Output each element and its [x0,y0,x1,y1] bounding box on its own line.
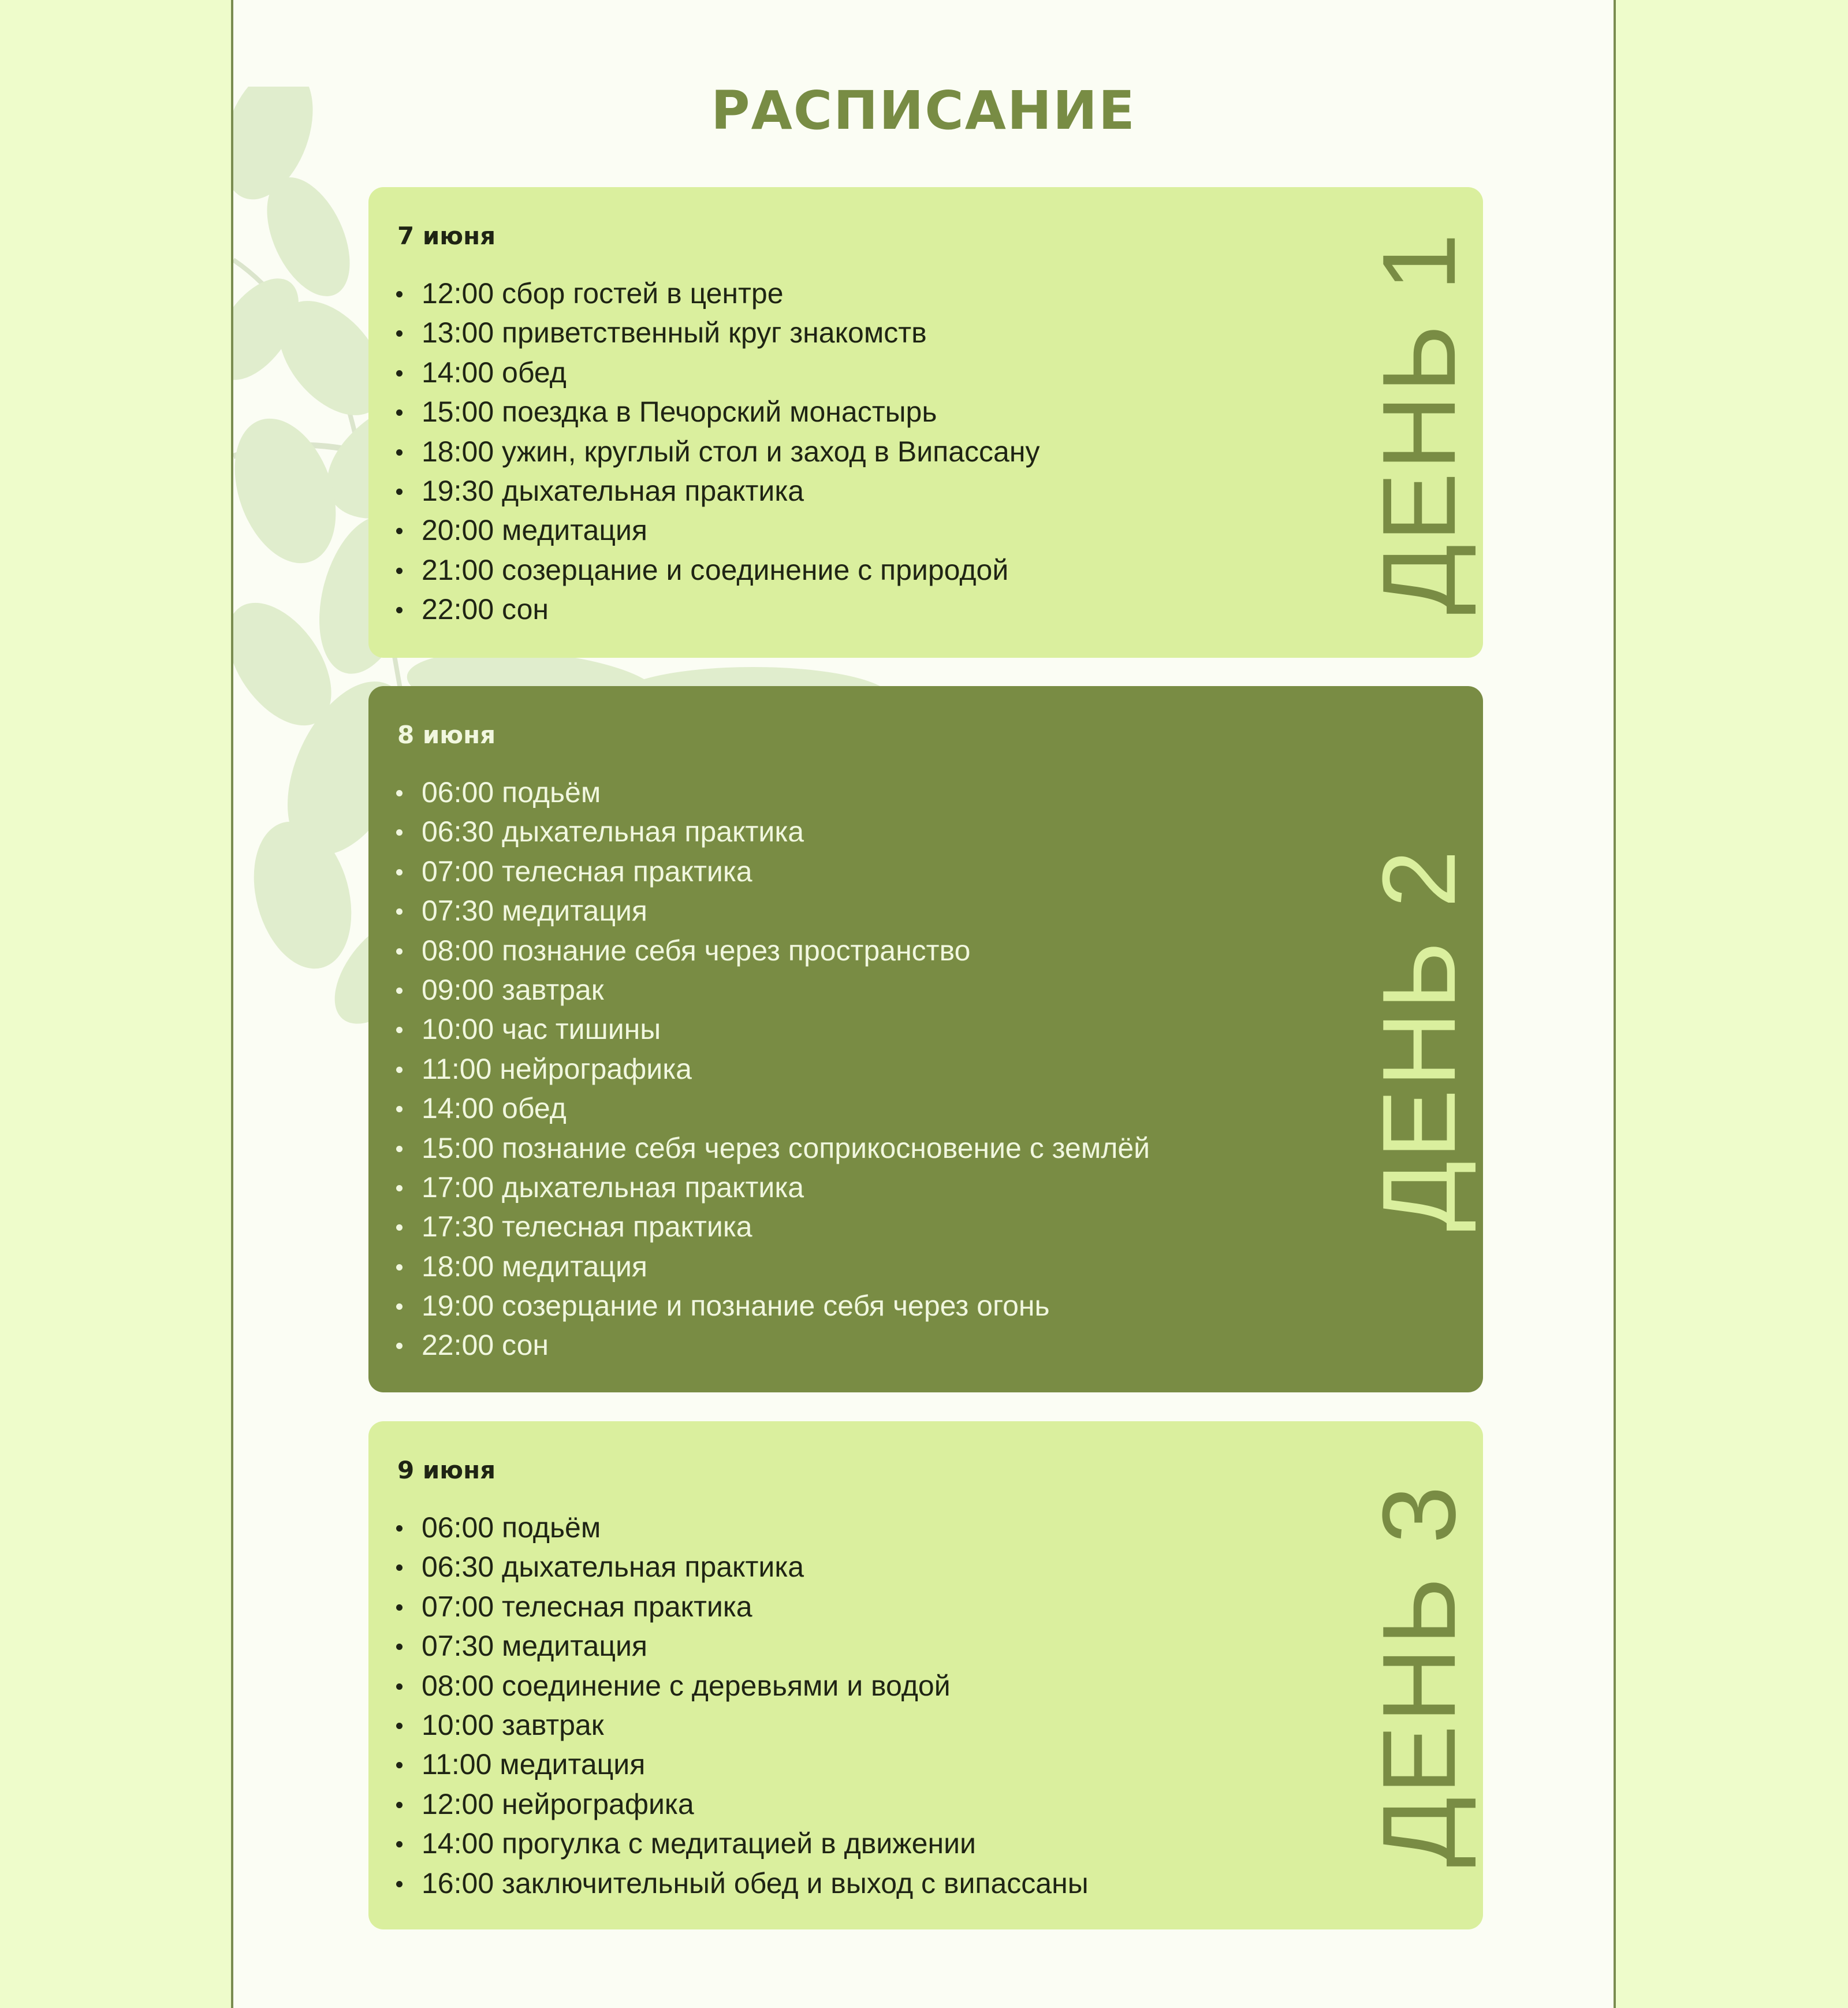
schedule-item: 22:00 сон [395,1325,1150,1365]
schedule-item: 19:00 созерцание и познание себя через огонь [395,1286,1150,1325]
schedule-item: 20:00 медитация [395,511,1040,550]
schedule-item: 10:00 завтрак [395,1705,1089,1745]
schedule-item: 15:00 познание себя через соприкосновение с землёй [395,1128,1150,1168]
schedule-item: 21:00 созерцание и соединение с природой [395,550,1040,590]
schedule-item: 17:30 телесная практика [395,1207,1150,1246]
day-3-label: ДЕНЬ 3 [1361,1483,1478,1868]
schedule-item: 16:00 заключительный обед и выход с випассаны [395,1864,1089,1903]
schedule-item: 19:30 дыхательная практика [395,471,1040,511]
day-3-schedule-list [395,1508,1089,1903]
schedule-item: 06:00 подьём [395,773,1150,812]
schedule-page [231,0,1616,2008]
schedule-item: 14:00 прогулка с медитацией в движении [395,1824,1089,1863]
schedule-item: 13:00 приветственный круг знакомств [395,313,1040,352]
schedule-item: 12:00 сбор гостей в центре [395,274,1040,313]
day-3-date: 9 июня [397,1456,496,1484]
schedule-item: 10:00 час тишины [395,1009,1150,1049]
page-title: РАСПИСАНИЕ [711,80,1136,141]
schedule-item: 18:00 медитация [395,1247,1150,1286]
day-1-label-wrap [1361,187,1478,658]
day-3-card [368,1421,1483,1929]
schedule-item: 17:00 дыхательная практика [395,1168,1150,1207]
schedule-item: 11:00 нейрографика [395,1049,1150,1089]
day-1-schedule-list [395,274,1040,629]
schedule-item: 09:00 завтрак [395,970,1150,1009]
schedule-item: 08:00 соединение с деревьями и водой [395,1666,1089,1705]
schedule-item: 06:00 подьём [395,1508,1089,1547]
schedule-item: 15:00 поездка в Печорский монастырь [395,392,1040,431]
day-2-label: ДЕНЬ 2 [1361,847,1478,1231]
schedule-item: 06:30 дыхательная практика [395,812,1150,851]
schedule-item: 14:00 обед [395,353,1040,392]
schedule-item: 14:00 обед [395,1089,1150,1128]
day-1-date: 7 июня [397,222,496,250]
schedule-item: 12:00 нейрографика [395,1785,1089,1824]
schedule-item: 07:00 телесная практика [395,852,1150,891]
schedule-item: 11:00 медитация [395,1745,1089,1784]
schedule-item: 07:00 телесная практика [395,1587,1089,1626]
schedule-item: 06:30 дыхательная практика [395,1547,1089,1586]
schedule-item: 18:00 ужин, круглый стол и заход в Випассану [395,432,1040,471]
schedule-item: 07:30 медитация [395,1626,1089,1666]
schedule-item: 08:00 познание себя через пространство [395,931,1150,970]
day-1-card [368,187,1483,658]
day-1-label: ДЕНЬ 1 [1361,230,1478,614]
schedule-item: 22:00 сон [395,590,1040,629]
schedule-item: 07:30 медитация [395,891,1150,930]
day-2-date: 8 июня [397,721,496,749]
day-3-label-wrap [1361,1421,1478,1929]
day-2-card [368,686,1483,1392]
day-2-schedule-list [395,773,1150,1365]
day-2-label-wrap [1361,686,1478,1392]
